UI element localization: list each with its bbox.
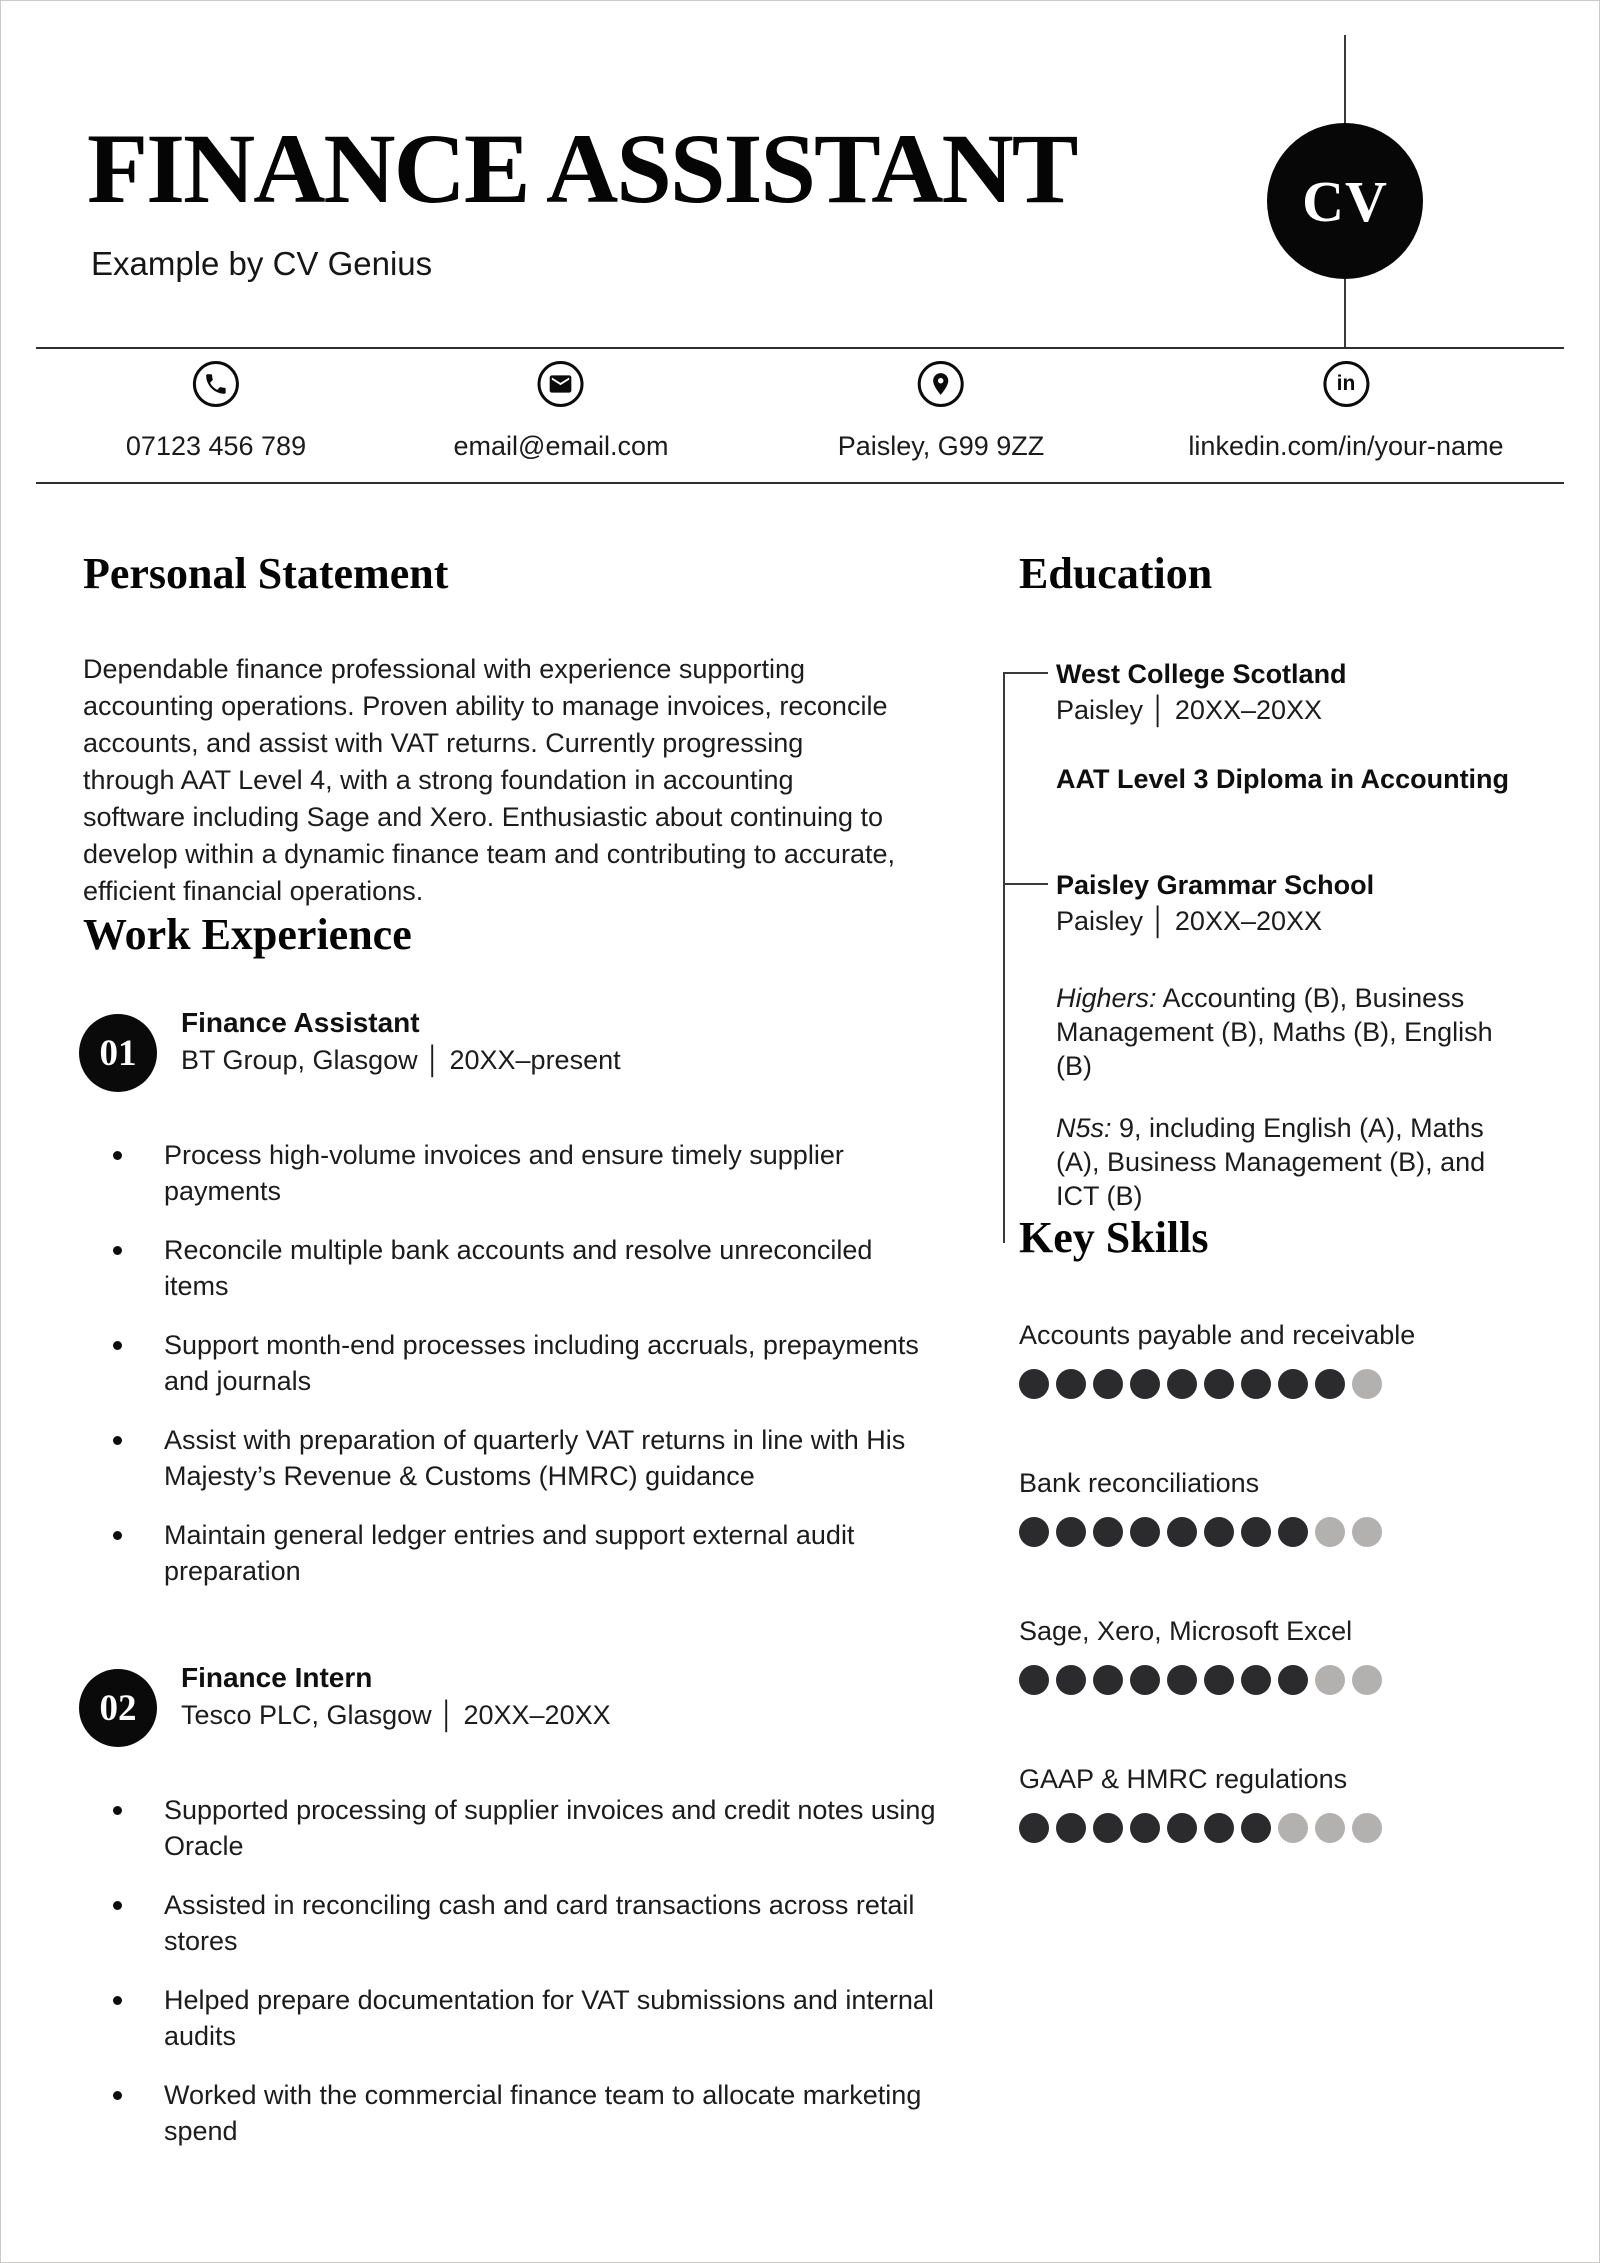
- linkedin-icon: in: [1323, 361, 1369, 407]
- skill-rating: [1019, 1813, 1563, 1843]
- skill-name: Accounts payable and receivable: [1019, 1320, 1416, 1350]
- contact-email: [454, 361, 669, 462]
- job-number-badge: 01: [79, 1014, 157, 1092]
- page-subtitle: Example by CV Genius: [91, 245, 433, 282]
- divider-top: [36, 347, 1564, 349]
- n5s-label: N5s:: [1056, 1113, 1112, 1143]
- rating-dot-filled: [1130, 1369, 1160, 1399]
- skill-name: Bank reconciliations: [1019, 1468, 1260, 1498]
- phone-number: 07123 456 789: [125, 431, 307, 461]
- contact-linkedin: [1188, 361, 1503, 462]
- work-experience-heading: Work Experience: [83, 910, 412, 959]
- highers-label: Highers:: [1056, 983, 1157, 1013]
- education-timeline: [1003, 656, 1563, 1213]
- skill-rating: [1019, 1665, 1563, 1695]
- bullet-item: Maintain general ledger entries and support external audit preparation: [83, 1517, 943, 1589]
- skill-rating: [1019, 1369, 1563, 1399]
- rating-dot-empty: [1315, 1813, 1345, 1843]
- education-entry-2: [1056, 867, 1563, 1213]
- qualification: AAT Level 3 Diploma in Accounting: [1056, 764, 1510, 794]
- job-title: Finance Assistant: [181, 1007, 420, 1038]
- personal-statement-heading: Personal Statement: [83, 549, 449, 598]
- rating-dot-filled: [1093, 1665, 1123, 1695]
- rating-dot-filled: [1130, 1517, 1160, 1547]
- school-name: Paisley Grammar School: [1056, 870, 1375, 900]
- school-name: West College Scotland: [1056, 659, 1347, 689]
- skill-rating: [1019, 1517, 1563, 1547]
- contact-location: [838, 361, 1045, 462]
- personal-statement-text: Dependable finance professional with experience supporting accounting operations. Proven ability to manage invoices, reconcile accounts, and assist with VAT returns. Currently progressing through AAT Level 4, with a strong foundation in accounting software including Sage and Xero. Enthusiastic about continuing to develop within a dynamic finance team and contributing to accurate, efficient financial operations.: [83, 654, 895, 906]
- skill-item: [1019, 1761, 1563, 1843]
- rating-dot-empty: [1352, 1517, 1382, 1547]
- cv-badge: CV: [1267, 123, 1423, 279]
- location-text: Paisley, G99 9ZZ: [837, 431, 1045, 461]
- skill-item: [1019, 1613, 1563, 1695]
- rating-dot-filled: [1241, 1665, 1271, 1695]
- skill-name: Sage, Xero, Microsoft Excel: [1019, 1616, 1353, 1646]
- rating-dot-filled: [1204, 1665, 1234, 1695]
- job-2-bullets: [83, 1792, 943, 2149]
- job-number-badge: 02: [79, 1669, 157, 1747]
- bullet-item: Supported processing of supplier invoices and credit notes using Oracle: [83, 1792, 943, 1864]
- rating-dot-filled: [1093, 1517, 1123, 1547]
- rating-dot-filled: [1056, 1665, 1086, 1695]
- email-address: email@email.com: [453, 431, 669, 461]
- school-meta: Paisley │ 20XX–20XX: [1056, 695, 1323, 725]
- rating-dot-filled: [1019, 1665, 1049, 1695]
- education-entry-1: [1056, 656, 1563, 797]
- rating-dot-filled: [1167, 1813, 1197, 1843]
- rating-dot-filled: [1019, 1813, 1049, 1843]
- page-title: FINANCE ASSISTANT: [87, 113, 1077, 224]
- job-1-bullets: [83, 1137, 943, 1589]
- rating-dot-filled: [1241, 1517, 1271, 1547]
- rating-dot-empty: [1352, 1813, 1382, 1843]
- job-meta: Tesco PLC, Glasgow │ 20XX–20XX: [181, 1700, 611, 1730]
- n5s-detail: [1056, 1111, 1518, 1213]
- rating-dot-filled: [1093, 1369, 1123, 1399]
- location-icon: [918, 361, 964, 407]
- school-meta: Paisley │ 20XX–20XX: [1056, 906, 1323, 936]
- skill-name: GAAP & HMRC regulations: [1019, 1764, 1348, 1794]
- phone-icon: [193, 361, 239, 407]
- bullet-item: Assisted in reconciling cash and card transactions across retail stores: [83, 1887, 943, 1959]
- rating-dot-filled: [1241, 1369, 1271, 1399]
- rating-dot-empty: [1278, 1813, 1308, 1843]
- bullet-item: Helped prepare documentation for VAT submissions and internal audits: [83, 1982, 943, 2054]
- job-entry-1: [83, 1004, 943, 1094]
- email-icon: [538, 361, 584, 407]
- rating-dot-filled: [1056, 1813, 1086, 1843]
- skill-item: [1019, 1317, 1563, 1399]
- rating-dot-empty: [1352, 1369, 1382, 1399]
- rating-dot-filled: [1130, 1665, 1160, 1695]
- job-meta: BT Group, Glasgow │ 20XX–present: [181, 1045, 621, 1075]
- rating-dot-empty: [1352, 1665, 1382, 1695]
- rating-dot-filled: [1056, 1369, 1086, 1399]
- job-entry-2: [83, 1659, 943, 1749]
- education-heading: Education: [1019, 549, 1213, 598]
- rating-dot-filled: [1204, 1369, 1234, 1399]
- linkedin-url: linkedin.com/in/your-name: [1188, 431, 1504, 461]
- skills-list: [1003, 1317, 1563, 1843]
- rating-dot-filled: [1167, 1369, 1197, 1399]
- left-column: [83, 549, 943, 2172]
- bullet-item: Worked with the commercial finance team to allocate marketing spend: [83, 2077, 943, 2149]
- n5s-text: 9, including English (A), Maths (A), Business Management (B), and ICT (B): [1056, 1113, 1486, 1211]
- divider-bottom: [36, 482, 1564, 484]
- rating-dot-filled: [1093, 1813, 1123, 1843]
- key-skills-heading: Key Skills: [1019, 1213, 1209, 1262]
- job-title: Finance Intern: [181, 1662, 373, 1693]
- rating-dot-filled: [1315, 1369, 1345, 1399]
- rating-dot-filled: [1241, 1813, 1271, 1843]
- bullet-item: Process high-volume invoices and ensure timely supplier payments: [83, 1137, 943, 1209]
- rating-dot-filled: [1019, 1369, 1049, 1399]
- highers-text: Accounting (B), Business Management (B), Maths (B), English (B): [1056, 983, 1493, 1081]
- rating-dot-empty: [1315, 1665, 1345, 1695]
- rating-dot-filled: [1130, 1813, 1160, 1843]
- contact-phone: [126, 361, 306, 462]
- rating-dot-filled: [1167, 1517, 1197, 1547]
- rating-dot-filled: [1278, 1665, 1308, 1695]
- rating-dot-filled: [1056, 1517, 1086, 1547]
- rating-dot-filled: [1019, 1517, 1049, 1547]
- rating-dot-filled: [1204, 1517, 1234, 1547]
- bullet-item: Assist with preparation of quarterly VAT returns in line with His Majesty’s Revenue & Customs (HMRC) guidance: [83, 1422, 943, 1494]
- rating-dot-filled: [1204, 1813, 1234, 1843]
- bullet-item: Reconcile multiple bank accounts and resolve unreconciled items: [83, 1232, 943, 1304]
- bullet-item: Support month-end processes including accruals, prepayments and journals: [83, 1327, 943, 1399]
- rating-dot-empty: [1315, 1517, 1345, 1547]
- skill-item: [1019, 1465, 1563, 1547]
- rating-dot-filled: [1167, 1665, 1197, 1695]
- rating-dot-filled: [1278, 1369, 1308, 1399]
- rating-dot-filled: [1278, 1517, 1308, 1547]
- right-column: [1003, 549, 1563, 1909]
- highers-detail: [1056, 981, 1518, 1083]
